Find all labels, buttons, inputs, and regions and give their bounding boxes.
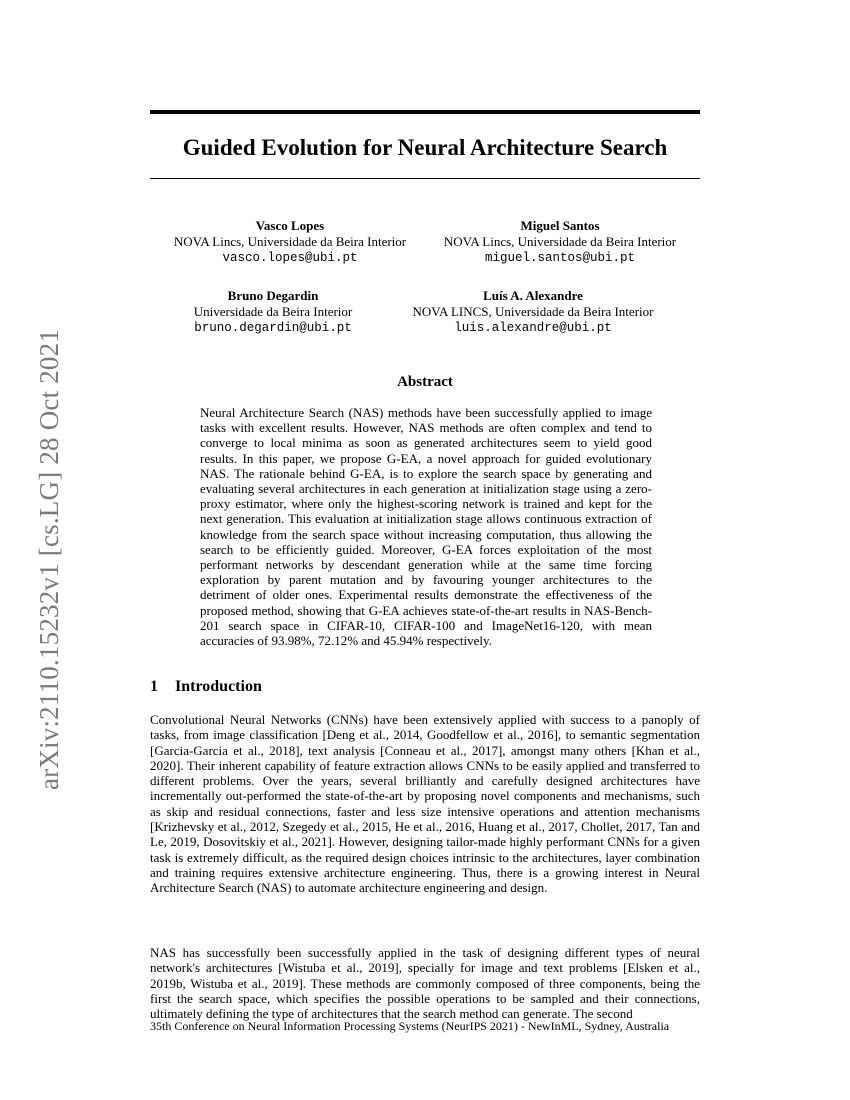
author-name: Miguel Santos [520, 218, 600, 233]
section-heading [150, 677, 700, 697]
author-block [435, 218, 685, 266]
body-paragraph: NAS has successfully been successfully applied in the task of designing different types of neural network's architectures [Wistuba et al., 2019], specially for image and text problems [Elsken et al., 2019b, Wistuba et al., 2019]. These methods are commonly composed of three components, being the first the search space, which specifies the possible operations to be sampled and their connections, ultimately defining the type of architectures that the search method can generate. The second [150, 945, 700, 1022]
section-number: 1 [150, 678, 158, 695]
author-block [178, 288, 368, 336]
author-name: Vasco Lopes [255, 218, 325, 233]
author-block [165, 218, 415, 266]
body-paragraph: Convolutional Neural Networks (CNNs) have been extensively applied with success to a panoply of tasks, from image classification [Deng et al., 2014, Goodfellow et al., 2016], to semantic segmentation [Garcia-Garcia et al., 2018], text analysis [Conneau et al., 2017], amongst many others [Khan et al., 2020]. Their inherent capability of feature extraction allows CNNs to be easily applied and transferred to different problems. Over the years, several brilliantly and carefully designed architectures have incrementally out-performed the state-of-the-art by proposing novel components and mechanisms, such as skip and residual connections, faster and less size intensive operations and attention mechanisms [Krizhevsky et al., 2012, Szegedy et al., 2015, He et al., 2016, Huang et al., 2017, Chollet, 2017, Tan and Le, 2019, Dosovitskiy et al., 2021]. However, designing tailor-made highly performant CNNs for a given task is extremely difficult, as the required design choices intrinsic to the architectures, layer combination and training requires extensive architecture engineering. Thus, there is a growing interest in Neural Architecture Search (NAS) to automate architecture engineering and design. [150, 712, 700, 896]
author-email[interactable]: luis.alexandre@ubi.pt [454, 321, 612, 335]
abstract-text: Neural Architecture Search (NAS) methods have been successfully applied to image tasks with excellent results. However, NAS methods are often complex and tend to converge to local minima as soon as generated architectures seem to yield good results. In this paper, we propose G-EA, a novel approach for guided evolutionary NAS. The rationale behind G-EA, is to explore the search space by generating and evaluating several architectures in each generation at initialization stage using a zero-proxy estimator, where only the highest-scoring network is trained and kept for the next generation. This evaluation at initialization stage allows continuous extraction of knowledge from the search space without increasing computation, thus allowing the search to be efficiently guided. Moreover, G-EA forces exploitation of the most performant networks by descendant generation while at the same time forcing exploration by parent mutation and by favouring younger architectures to the detriment of older ones. Experimental results demonstrate the effectiveness of the proposed method, showing that G-EA achieves state-of-the-art results in NAS-Bench-201 search space in CIFAR-10, CIFAR-100 and ImageNet16-120, with mean accuracies of 93.98%, 72.12% and 45.94% respectively. [200, 405, 652, 649]
conference-footer: 35th Conference on Neural Information Processing Systems (NeurIPS 2021) - NewInML, Sydney, Australia [150, 1019, 670, 1033]
title-rule-top [150, 110, 700, 114]
author-block [397, 288, 669, 336]
author-email[interactable]: miguel.santos@ubi.pt [484, 251, 636, 265]
author-name: Luís A. Alexandre [483, 288, 583, 303]
author-name: Bruno Degardin [227, 288, 319, 303]
author-affiliation: Universidade da Beira Interior [193, 304, 353, 319]
author-affiliation: NOVA Lincs, Universidade da Beira Interior [173, 234, 407, 249]
arxiv-identifier: arXiv:2110.15232v1 [cs.LG] 28 Oct 2021 [34, 328, 64, 790]
abstract-heading: Abstract [397, 374, 453, 390]
title-rule-bottom [150, 178, 700, 179]
author-email[interactable]: bruno.degardin@ubi.pt [194, 321, 352, 335]
author-affiliation: NOVA LINCS, Universidade da Beira Interior [412, 304, 654, 319]
paper-title: Guided Evolution for Neural Architecture Search [182, 135, 668, 160]
author-affiliation: NOVA Lincs, Universidade da Beira Interior [443, 234, 677, 249]
author-email[interactable]: vasco.lopes@ubi.pt [222, 251, 358, 265]
section-title: Introduction [175, 678, 262, 695]
